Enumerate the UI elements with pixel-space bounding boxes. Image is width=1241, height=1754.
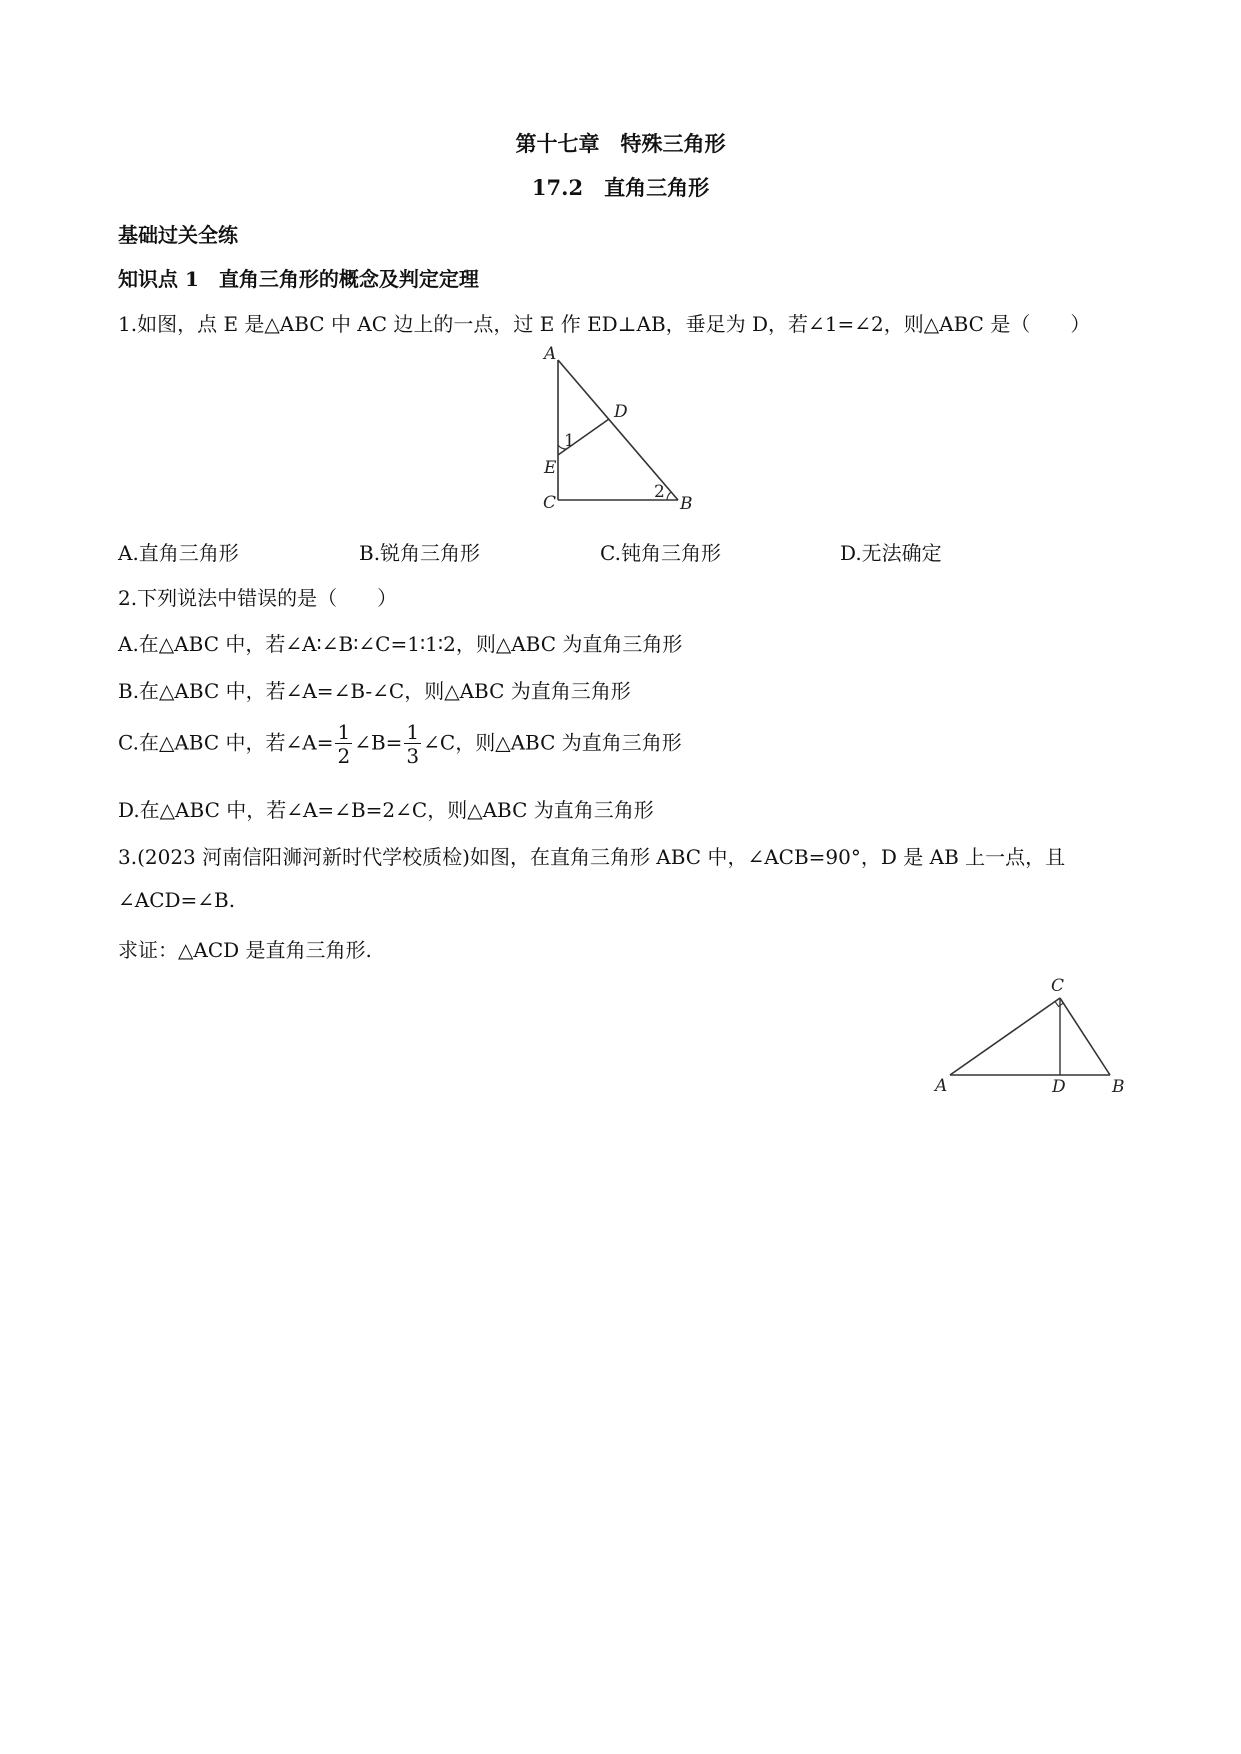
q1-figure (530, 345, 710, 515)
q1-label-b: B (680, 494, 693, 514)
q2-option-d: D.在△ABC 中，若∠A=∠B=2∠C，则△ABC 为直角三角形 (118, 798, 654, 822)
q1-option-a: A.直角三角形 (118, 541, 239, 565)
q3-side-cb (1060, 998, 1110, 1075)
q2-stem: 2.下列说法中错误的是（ ） (118, 586, 398, 610)
q1-option-b: B.锐角三角形 (359, 541, 481, 565)
chapter-title: 第十七章 特殊三角形 (515, 131, 726, 156)
q2-option-c-suffix: ∠C，则△ABC 为直角三角形 (423, 730, 682, 755)
q3-stem-line1: 3.(2023 河南信阳浉河新时代学校质检)如图，在直角三角形 ABC 中，∠ACB=90°，D 是 AB 上一点，且 (118, 845, 1066, 869)
q3-prove: 求证：△ACD 是直角三角形. (118, 938, 372, 962)
q1-label-angle1: 1 (564, 431, 575, 451)
q1-option-c: C.钝角三角形 (600, 541, 721, 565)
q3-figure (930, 970, 1130, 1095)
q1-label-c: C (543, 493, 557, 513)
q3-label-d: D (1052, 1077, 1066, 1095)
section-title: 17.2 直角三角形 (531, 175, 710, 200)
q1-label-d: D (614, 402, 628, 422)
q2-fraction-half (335, 722, 352, 766)
q3-label-a: A (935, 1076, 948, 1095)
q2-option-c (118, 722, 682, 766)
q2-frac2-num: 1 (406, 720, 420, 744)
part-title: 基础过关全练 (118, 223, 238, 247)
q2-frac1-den: 2 (337, 744, 351, 768)
knowledge-point-heading: 知识点 1 直角三角形的概念及判定定理 (118, 267, 479, 291)
q2-frac1-num: 1 (337, 720, 351, 744)
q3-label-b: B (1112, 1077, 1125, 1095)
q1-angle2-arc (667, 492, 671, 500)
q1-side-ab (558, 360, 678, 500)
q1-label-a: A (544, 345, 557, 364)
q2-frac2-den: 3 (406, 744, 420, 768)
q2-fraction-third (404, 722, 421, 766)
q2-option-c-prefix: C.在△ABC 中，若∠A= (118, 730, 334, 755)
q2-option-b: B.在△ABC 中，若∠A=∠B-∠C，则△ABC 为直角三角形 (118, 679, 631, 703)
q1-label-angle2: 2 (654, 482, 665, 502)
q1-stem: 1.如图，点 E 是△ABC 中 AC 边上的一点，过 E 作 ED⊥AB，垂足为 D，若∠1=∠2，则△ABC 是（ ） (118, 312, 1091, 336)
q2-option-a: A.在△ABC 中，若∠A∶∠B∶∠C=1∶1∶2，则△ABC 为直角三角形 (118, 632, 683, 656)
q3-stem-line2: ∠ACD=∠B. (118, 888, 236, 912)
q3-label-c: C (1051, 976, 1065, 996)
q2-option-c-middle: ∠B= (354, 730, 403, 755)
q1-option-d: D.无法确定 (840, 541, 942, 565)
q1-label-e: E (544, 458, 557, 478)
q3-side-ac (950, 998, 1060, 1075)
